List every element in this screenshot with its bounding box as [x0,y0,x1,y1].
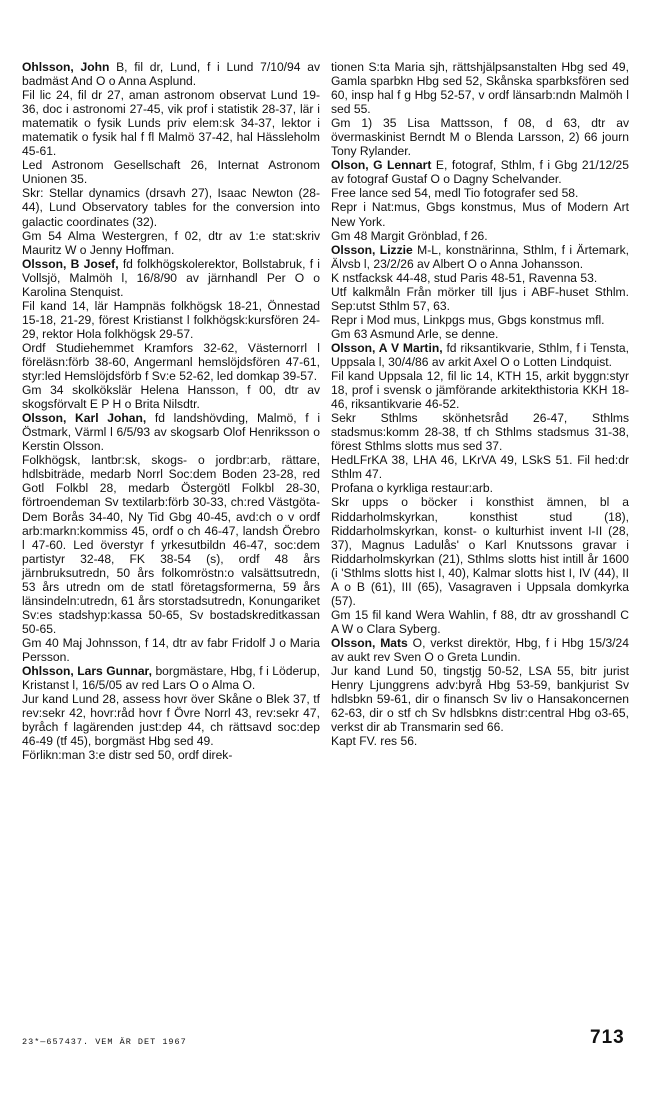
page-number: 713 [590,1027,625,1048]
entry-paragraph [22,88,320,158]
entry-text: E, fotograf, Sthlm, f i Gbg 21/12/25 av fotograf Gustaf O o Dagny Schelvander. [331,158,630,187]
biography-entry [22,60,320,257]
entry-text: Förlikn:man 3:e distr sed 50, ordf direk- [22,748,233,763]
biography-entry [22,664,320,762]
entry-text: Skr upps o böcker i konsthist ämnen, bl a Riddarholmskyrkan, konsthist stud (18), Riddarholmskyrkan, konst- o kulturhist invent I-II (28, 37), Magnus Ladulås' o Karl Knutssons gravar i Riddarholmskyrkan (21), Sthlms slotts hist intill år 1600 (i 'Sthlms slotts hist I, 40), Kalmar slotts hist I, IV (44), II A o B (61), III (65), Vasagraven i Uppsala domkyrka (57). [331,495,629,608]
biography-entry [331,60,629,158]
entry-paragraph [22,186,320,228]
entry-text: Kapt FV. res 56. [331,734,418,749]
entry-paragraph [331,734,629,748]
entry-intro [331,636,629,664]
entry-intro [22,60,320,88]
entry-paragraph [331,116,629,158]
entry-text: Fil kand 14, lär Hampnäs folkhögsk 18-21, Önnestad 15-18, 21-29, förest Kristianst l folkhögsk:kursfören 24-29, rektor Hola folkhögsk 29-57. [22,298,320,341]
entry-text: Gm 48 Margit Grönblad, f 26. [331,228,488,243]
entry-paragraph [22,636,320,664]
entry-intro [22,664,320,692]
entry-paragraph [331,313,629,327]
entry-text: fd landshövding, Malmö, f i Östmark, Värml l 6/5/93 av skogsarb Olof Henriksson o Kerstin Olsson. [22,411,321,454]
left-column [22,60,320,762]
entry-paragraph [22,299,320,341]
entry-text: M-L, konstnärinna, Sthlm, f i Ärtemark, Älvsb l, 23/2/26 av Albert O o Anna Johansson. [331,242,629,271]
entry-name: Olsson, A V Martin, [331,340,443,355]
entry-text: K nstfacksk 44-48, stud Paris 48-51, Ravenna 53. [331,270,598,285]
entry-text: Gm 63 Asmund Arle, se denne. [331,326,499,341]
right-column [331,60,629,748]
biography-entry [22,411,320,664]
entry-text: Led Astronom Gesellschaft 26, Internat Astronom Unionen 35. [22,158,320,187]
entry-text: Free lance sed 54, medl Tio fotografer sed 58. [331,186,579,201]
entry-paragraph [22,453,320,636]
entry-paragraph [331,481,629,495]
entry-text: B, fil dr, Lund, f i Lund 7/10/94 av badmäst And O o Anna Asplund. [22,60,320,89]
entry-paragraph [331,186,629,200]
entry-paragraph [331,664,629,734]
entry-intro [22,411,320,453]
entry-text: Folkhögsk, lantbr:sk, skogs- o jordbr:arb, rättare, hdlsbiträde, medarb Norrl Soc:dem Boden 23-28, red Gotl Folkbl 28, medarb Östergötl Folkbl 28-30, förtroendeman Sv textilarb:förb 30-33, ch:red Västgöta-Dem Borås 34-40, Ny Tid Gbg 40-45, avd:ch o v ordf arb:markn:kommiss 45, ordf o ch 46-47, landsh Örebro l 47-60. Led överstyr f yrkesutbildn 46-47, soc:dem partistyr 32-48, FK 38-54 (s), ordf 48 års järnbruksutredn, 50 års folkomröstn:o valsättsutredn, 53 års utredn om de statl företagsformerna, 59 års länsindeln:utredn, 61 års storstadsutredn, Konungariket Sv:es stadshyp:kassa 50-65, Sv bostadskreditkassan 50-65. [22,453,320,636]
entry-name: Olsson, B Josef, [22,256,119,271]
entry-paragraph [331,453,629,481]
entry-text: Gm 15 fil kand Wera Wahlin, f 88, dtr av grosshandl C A W o Clara Syberg. [331,607,629,636]
biography-entry [22,257,320,412]
entry-paragraph [331,608,629,636]
entry-name: Ohlsson, John [22,60,110,74]
entry-intro [331,341,629,369]
entry-intro [331,60,629,116]
entry-text: Jur kand Lund 28, assess hovr över Skåne o Blek 37, tf rev:sekr 42, hovr:råd hovr f Övre Norrl 43, rev:sekr 47, byråch f lagärenden just:dep 44, ch rättsavd soc:dep 46-49 (tf 45), borgmäst Hbg sed 49. [22,692,320,749]
entry-name: Olsson, Mats [331,635,408,650]
entry-text: Sekr Sthlms skönhetsråd 26-47, Sthlms stadsmus:komm 28-38, tf ch Sthlms stadsmus 31-38, förest Sthlms slotts mus sed 37. [331,411,629,454]
biography-entry [331,243,629,341]
entry-text: Utf kalkmåln Från mörker till ljus i ABF-huset Sthlm. Sep:utst Sthlm 57, 63. [331,284,629,313]
entry-paragraph [22,229,320,257]
entry-text: tionen S:ta Maria sjh, rättshjälpsanstalten Hbg sed 49, Gamla sparbkn Hbg sed 52, Skånska sparbksfören sed 60, insp hal f g Hbg 52-57, v ordf länsarb:ndn Malmöh l sed 55. [331,60,629,117]
biography-entry [331,341,629,636]
entry-paragraph [22,383,320,411]
entry-paragraph [331,495,629,607]
entry-text: Profana o kyrkliga restaur:arb. [331,481,493,496]
entry-text: Gm 54 Alma Westergren, f 02, dtr av 1:e stat:skriv Mauritz W o Jenny Hoffman. [22,228,320,257]
entry-text: Skr: Stellar dynamics (drsavh 27), Isaac Newton (28-44), Lund Observatory tables for the conversion into galactic coordinates (32). [22,186,320,229]
entry-text: Repr i Mod mus, Linkpgs mus, Gbgs konstmus mfl. [331,312,605,327]
entry-intro [22,257,320,299]
page-footer: 23*—657437. VEM ÄR DET 1967 [22,1037,187,1047]
entry-text: HedLFrKA 38, LHA 46, LKrVA 49, LSkS 51. Fil hed:dr Sthlm 47. [331,453,629,482]
entry-paragraph [331,369,629,411]
entry-paragraph [331,271,629,285]
entry-paragraph [22,341,320,383]
entry-paragraph [22,748,320,762]
entry-text: Gm 1) 35 Lisa Mattsson, f 08, d 63, dtr av övermaskinist Berndt M o Blenda Larsson, 2) 66 journ Tony Rylander. [331,116,629,159]
biography-entry [331,158,629,242]
entry-text: Repr i Nat:mus, Gbgs konstmus, Mus of Modern Art New York. [331,200,629,229]
biography-entry [331,636,629,748]
entry-text: Gm 34 skolkökslär Helena Hansson, f 00, dtr av skogsförvalt E P H o Brita Nilsdtr. [22,383,320,412]
entry-text: fd riksantikvarie, Sthlm, f i Tensta, Uppsala l, 30/4/86 av arkit Axel O o Lotten Lindquist. [331,340,629,369]
entry-name: Olsson, Karl Johan, [22,411,147,426]
entry-paragraph [331,200,629,228]
entry-paragraph [331,285,629,313]
entry-text: fd folkhögskolerektor, Bollstabruk, f i Vollsjö, Malmöh l, 16/8/90 av järnhandl Per O o Karolina Stenquist. [22,256,320,299]
entry-paragraph [331,411,629,453]
entry-text: Fil lic 24, fil dr 27, aman astronom observat Lund 19-36, doc i astronomi 27-45, vik prof i statistik 28-37, lär i matematik o fysik Lunds priv elem:sk 34-37, lektor i matematik o fysik hal f fl Malmö 37-42, hal Hässleholm 45-61. [22,88,320,159]
entry-intro [331,243,629,271]
entry-text: Jur kand Lund 50, tingstjg 50-52, LSA 55, bitr jurist Henry Ljunggrens adv:byrå Hbg 53-59, bankjurist Sv hdlsbkn 59-61, dir o finansch Sv liv o Hansakoncernen 62-63, dir o stf ch Sv hdlsbkns distr:central Hbg o3-65, verkst dir ab Transmarin sed 66. [331,664,629,735]
entry-name: Olson, G Lennart [331,158,432,173]
entry-paragraph [331,327,629,341]
entry-text: Ordf Studiehemmet Kramfors 32-62, Västernorrl l föreläsn:förb 38-60, Angermanl hemslöjdsfören 47-61, styr:led Hemslöjdsförb f Sv:e 52-62, led domkap 39-57. [22,340,320,384]
entry-text: Gm 40 Maj Johnsson, f 14, dtr av fabr Fridolf J o Maria Persson. [22,635,320,664]
entry-paragraph [22,158,320,186]
entry-text: O, verkst direktör, Hbg, f i Hbg 15/3/24 av aukt rev Sven O o Greta Lundin. [331,635,629,664]
entry-paragraph [22,692,320,748]
entry-paragraph [331,229,629,243]
entry-text: Fil kand Uppsala 12, fil lic 14, KTH 15, arkit byggn:styr 18, prof i svensk o jämförande arkitekthistoria KKH 18-46, riksantikvarie 46-52. [331,369,629,412]
entry-name: Ohlsson, Lars Gunnar, [22,664,152,679]
entry-name: Olsson, Lizzie [331,242,413,257]
entry-text: borgmästare, Hbg, f i Löderup, Kristanst l, 16/5/05 av red Lars O o Alma O. [22,664,321,693]
entry-intro [331,158,629,186]
